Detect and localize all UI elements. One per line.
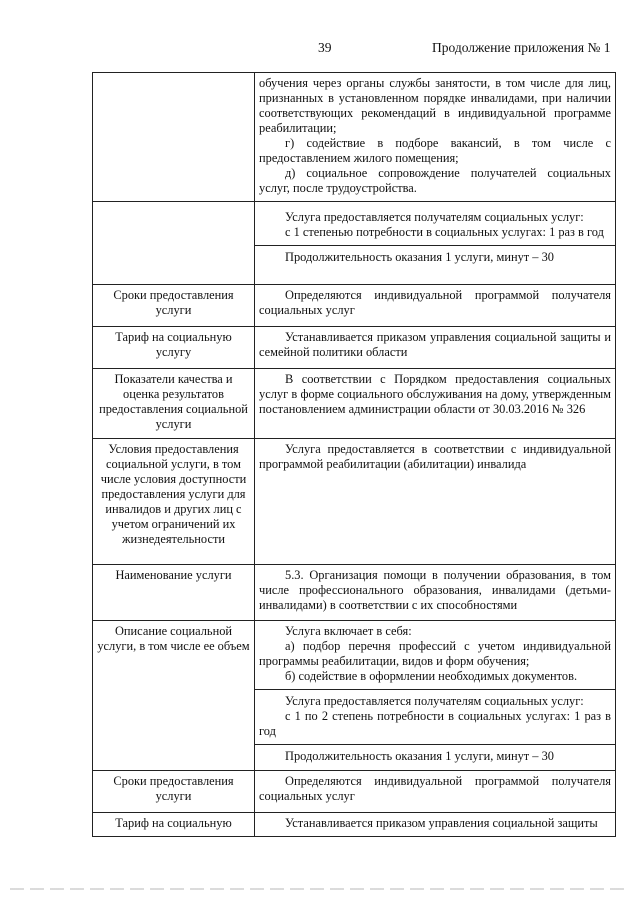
table-row <box>93 202 616 285</box>
paragraph: Услуга включает в себя: <box>285 624 412 638</box>
paragraph: Услуга предоставляется получателям социальных услуг: <box>285 210 584 224</box>
row-label-cell: Наименование услуги <box>93 565 255 621</box>
row-content-cell <box>255 285 616 327</box>
table-row <box>93 565 616 621</box>
paragraph: 5.3. Организация помощи в получении образования, в том числе профессионального образования, инвалидами (детьми-инвалидами) в соответствии с их способностями <box>259 568 611 612</box>
paragraph: Определяются индивидуальной программой получателя социальных услуг <box>259 288 611 317</box>
table-row <box>93 285 616 327</box>
row-label-cell: Описание социальной услуги, в том числе ее объем <box>93 621 255 771</box>
appendix-continuation-note: Продолжение приложения № 1 <box>432 40 611 55</box>
duration-text: Продолжительность оказания 1 услуги, минут – 30 <box>285 749 554 763</box>
row-label-cell: Условия предоставления социальной услуги, в том числе условия доступности предоставления услуги для инвалидов и других лиц с учетом ограничений их жизнедеятельности <box>93 439 255 565</box>
paragraph: Услуга предоставляется в соответствии с индивидуальной программой реабилитации (абилитации) инвалида <box>259 442 611 471</box>
row-label-cell: Сроки предоставления услуги <box>93 285 255 327</box>
paragraph: Устанавливается приказом управления социальной защиты <box>285 816 598 830</box>
row-content-cell <box>255 771 616 813</box>
table-row <box>93 621 616 771</box>
row-label-cell <box>93 73 255 202</box>
row-content-cell <box>255 369 616 439</box>
inner-divider <box>255 689 615 690</box>
row-content-cell <box>255 202 616 285</box>
paragraph: а) подбор перечня профессий с учетом индивидуальной программы реабилитации, видов и форм обучения; <box>259 639 611 668</box>
paragraph: б) содействие в оформлении необходимых документов. <box>285 669 578 683</box>
paragraph: г) содействие в подборе вакансий, в том числе с предоставлением жилого помещения; <box>259 136 611 165</box>
scan-artifact <box>10 888 629 890</box>
page-number: 39 <box>318 40 332 55</box>
table-row <box>93 369 616 439</box>
row-label-cell <box>93 202 255 285</box>
row-content-cell <box>255 327 616 369</box>
row-label-cell: Показатели качества и оценка результатов предоставления социальной услуги <box>93 369 255 439</box>
inner-divider <box>255 245 615 246</box>
table-row <box>93 813 616 837</box>
paragraph: Определяются индивидуальной программой получателя социальных услуг <box>259 774 611 803</box>
row-label-cell: Сроки предоставления услуги <box>93 771 255 813</box>
row-content-cell <box>255 813 616 837</box>
table-row <box>93 439 616 565</box>
table-row <box>93 327 616 369</box>
table-row <box>93 771 616 813</box>
duration-text: Продолжительность оказания 1 услуги, минут – 30 <box>285 250 554 264</box>
inner-divider <box>255 744 615 745</box>
row-content-cell <box>255 73 616 202</box>
row-content-cell <box>255 565 616 621</box>
row-label-cell: Тариф на социальную услугу <box>93 327 255 369</box>
paragraph: обучения через органы службы занятости, в том числе для лиц, признанных в установленном порядке инвалидами, при наличии соответствующих рекомендаций в индивидуальной программе реабилитации; <box>259 76 611 135</box>
row-content-cell <box>255 439 616 565</box>
paragraph: д) социальное сопровождение получателей социальных услуг, после трудоустройства. <box>259 166 611 195</box>
paragraph: с 1 степенью потребности в социальных услугах: 1 раз в год <box>285 225 604 239</box>
row-label-cell: Тариф на социальную <box>93 813 255 837</box>
service-description-table <box>92 72 616 837</box>
paragraph: с 1 по 2 степень потребности в социальных услугах: 1 раз в год <box>259 709 611 738</box>
paragraph: Услуга предоставляется получателям социальных услуг: <box>285 694 584 708</box>
paragraph: В соответствии с Порядком предоставления социальных услуг в форме социального обслуживания на дому, утвержденным постановлением администрации области от 30.03.2016 № 326 <box>259 372 611 416</box>
table-row <box>93 73 616 202</box>
row-content-cell <box>255 621 616 771</box>
paragraph: Устанавливается приказом управления социальной защиты и семейной политики области <box>259 330 611 359</box>
